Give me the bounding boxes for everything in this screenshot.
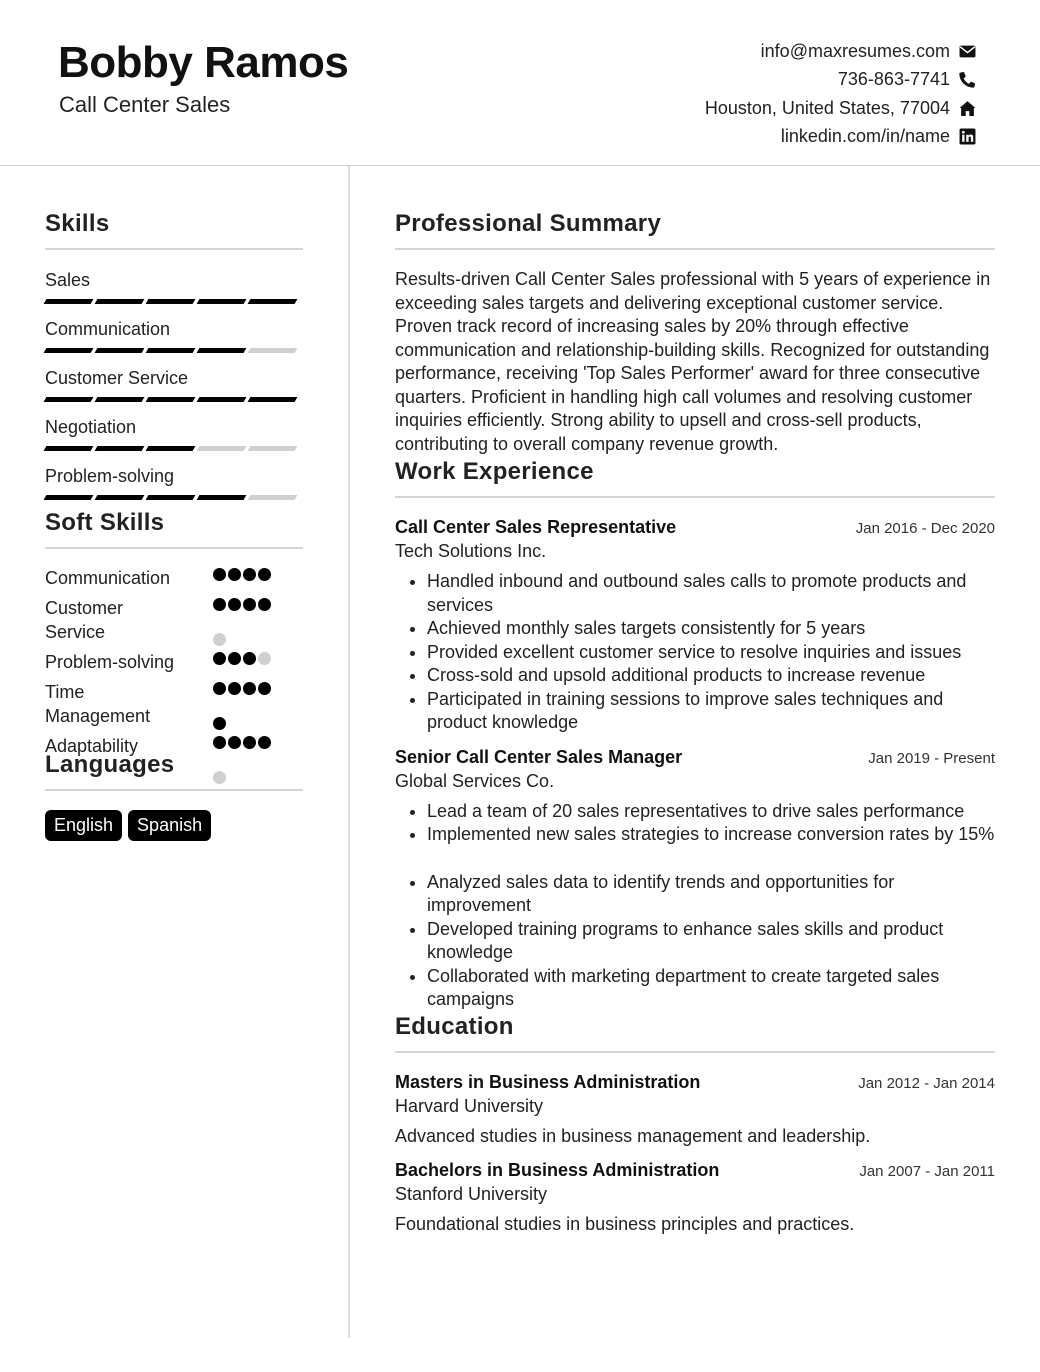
- skill-item: [45, 416, 303, 452]
- rating-dot: [243, 652, 256, 665]
- soft-skills-rule: [45, 547, 303, 549]
- soft-skill-item: [45, 566, 303, 590]
- contact-phone-text: 736-863-7741: [837, 69, 950, 90]
- envelope-icon: [958, 42, 976, 60]
- soft-skill-rating: [213, 568, 289, 592]
- skill-level-segment: [146, 495, 196, 500]
- skill-level-segment: [44, 299, 94, 304]
- rating-dot: [243, 736, 256, 749]
- linkedin-icon: [958, 128, 976, 146]
- job-date: Jan 2016 - Dec 2020: [855, 520, 995, 537]
- soft-skill-rating: [213, 652, 289, 676]
- skill-level-segment: [146, 397, 196, 402]
- skill-name: Sales: [45, 270, 91, 290]
- rating-dot: [213, 682, 226, 695]
- soft-skill-rating: [213, 682, 289, 730]
- soft-skill-item: [45, 734, 303, 758]
- rating-dot: [228, 652, 241, 665]
- contact-email-text: info@maxresumes.com: [760, 40, 950, 61]
- education-rule: [395, 1051, 995, 1053]
- job-role: Senior Call Center Sales Manager: [395, 746, 683, 767]
- skills-rule: [45, 248, 303, 250]
- skill-level-segment: [146, 348, 196, 353]
- soft-skill-rating: [213, 598, 289, 646]
- skill-level-bar: [45, 348, 303, 354]
- experience-heading: Work Experience: [395, 458, 594, 485]
- soft-skill-item: [45, 596, 303, 644]
- languages-heading: Languages: [45, 751, 175, 778]
- rating-dot: [213, 598, 226, 611]
- rating-dot: [258, 682, 271, 695]
- skill-level-segment: [44, 348, 94, 353]
- column-divider: [348, 166, 350, 1338]
- skill-item: [45, 318, 303, 354]
- skill-level-segment: [197, 299, 247, 304]
- summary-rule: [395, 248, 995, 250]
- rating-dot: [243, 598, 256, 611]
- skill-name: Communication: [45, 319, 171, 339]
- job-company: Global Services Co.: [395, 770, 555, 791]
- education-entry: [395, 1072, 995, 1147]
- degree-date: Jan 2012 - Jan 2014: [858, 1074, 995, 1092]
- contact-list: [705, 37, 976, 151]
- skill-level-bar: [45, 446, 303, 452]
- rating-dot: [243, 568, 256, 581]
- job-entry: [395, 747, 995, 1012]
- job-entry: [395, 517, 995, 735]
- soft-skill-name: Time Management: [45, 682, 151, 726]
- skill-name: Negotiation: [45, 417, 137, 437]
- job-bullet: • Cross-sold and upsold additional products to increase revenue: [427, 664, 995, 688]
- skill-level-segment: [44, 397, 94, 402]
- skill-level-segment: [248, 348, 298, 353]
- contact-linkedin[interactable]: [705, 123, 976, 152]
- rating-dot: [213, 771, 226, 784]
- contact-address: [705, 94, 976, 123]
- skill-level-segment: [248, 397, 298, 402]
- skill-level-segment: [95, 299, 145, 304]
- home-icon: [958, 99, 976, 117]
- job-bullet: • Developed training programs to enhance sales skills and product knowledge: [427, 918, 995, 965]
- rating-dot: [228, 568, 241, 581]
- contact-phone[interactable]: [705, 66, 976, 95]
- degree-name: Bachelors in Business Administration: [395, 1159, 720, 1180]
- job-bullet: • Provided excellent customer service to resolve inquiries and issues: [427, 641, 995, 665]
- skill-item: [45, 367, 303, 403]
- skill-name: Problem-solving: [45, 466, 175, 486]
- skill-level-segment: [95, 348, 145, 353]
- skill-name: Customer Service: [45, 368, 189, 388]
- rating-dot: [258, 652, 271, 665]
- job-bullet: • Participated in training sessions to improve sales techniques and product knowledge: [427, 688, 995, 735]
- rating-dot: [228, 682, 241, 695]
- rating-dot: [258, 568, 271, 581]
- rating-dot: [258, 736, 271, 749]
- soft-skill-name: Customer Service: [45, 598, 124, 642]
- main-column: [395, 210, 995, 1235]
- job-bullet: • Lead a team of 20 sales representatives to drive sales performance: [427, 800, 995, 824]
- soft-skills-list: [45, 566, 303, 758]
- skill-level-segment: [44, 495, 94, 500]
- skill-item: [45, 465, 303, 501]
- skill-level-segment: [197, 446, 247, 451]
- rating-dot: [228, 598, 241, 611]
- job-bullet: • Implemented new sales strategies to increase conversion rates by 15%: [427, 823, 995, 847]
- skill-level-segment: [95, 495, 145, 500]
- rating-dot: [213, 717, 226, 730]
- degree-description: Foundational studies in business principles and practices.: [395, 1213, 855, 1234]
- resume-header: [0, 0, 1040, 166]
- experience-rule: [395, 496, 995, 498]
- job-bullets: [395, 800, 995, 1012]
- skill-level-segment: [95, 397, 145, 402]
- rating-dot: [213, 736, 226, 749]
- language-tag: English: [45, 810, 122, 841]
- soft-skill-item: [45, 650, 303, 674]
- skills-list: [45, 269, 303, 501]
- skill-level-segment: [146, 446, 196, 451]
- rating-dot: [228, 736, 241, 749]
- rating-dot: [213, 652, 226, 665]
- skills-heading: Skills: [45, 210, 110, 237]
- job-bullet: • Achieved monthly sales targets consistently for 5 years: [427, 617, 995, 641]
- job-bullets: [395, 570, 995, 735]
- skill-level-segment: [146, 299, 196, 304]
- skill-item: [45, 269, 303, 305]
- soft-skill-name: Adaptability: [45, 736, 139, 756]
- degree-description: Advanced studies in business management and leadership.: [395, 1125, 871, 1146]
- skill-level-segment: [44, 446, 94, 451]
- skill-level-segment: [95, 446, 145, 451]
- skill-level-segment: [248, 495, 298, 500]
- candidate-name: Bobby Ramos: [58, 38, 349, 87]
- job-role: Call Center Sales Representative: [395, 517, 677, 537]
- skill-level-segment: [197, 348, 247, 353]
- languages-list: [45, 810, 303, 841]
- contact-email[interactable]: [705, 37, 976, 66]
- skill-level-segment: [248, 446, 298, 451]
- skill-level-segment: [197, 495, 247, 500]
- soft-skills-heading: Soft Skills: [45, 509, 165, 536]
- phone-icon: [958, 71, 976, 89]
- education-heading: Education: [395, 1012, 514, 1040]
- soft-skill-item: [45, 680, 303, 728]
- language-tag: Spanish: [128, 810, 211, 841]
- skill-level-segment: [248, 299, 298, 304]
- job-bullet: • Handled inbound and outbound sales calls to promote products and services: [427, 570, 995, 617]
- degree-name: Masters in Business Administration: [395, 1071, 701, 1092]
- job-date: Jan 2019 - Present: [868, 749, 995, 767]
- school-name: Harvard University: [395, 1095, 544, 1116]
- job-company: Tech Solutions Inc.: [395, 541, 547, 561]
- soft-skill-name: Communication: [45, 568, 171, 588]
- summary-heading: Professional Summary: [395, 210, 662, 237]
- skill-level-segment: [197, 397, 247, 402]
- contact-address-text: Houston, United States, 77004: [704, 97, 950, 118]
- degree-date: Jan 2007 - Jan 2011: [859, 1162, 995, 1180]
- rating-dot: [243, 682, 256, 695]
- skill-level-bar: [45, 299, 303, 305]
- soft-skill-name: Problem-solving: [45, 652, 175, 672]
- summary-text: Results-driven Call Center Sales professional with 5 years of experience in exceeding sales targets and delivering exceptional customer service. Proven track record of increasing sales by 20% through effective communication and relationship-building skills. Recognized for outstanding performance, receiving 'Top Sales Performer' award for three consecutive quarters. Proficient in handling high call volumes and resolving customer inquiries efficiently. Strong ability to upsell and cross-sell products, contributing to overall company revenue growth.: [395, 269, 991, 454]
- job-bullet: • Analyzed sales data to identify trends and opportunities for improvement: [427, 871, 995, 918]
- skill-level-bar: [45, 397, 303, 403]
- school-name: Stanford University: [395, 1183, 548, 1204]
- skill-level-bar: [45, 495, 303, 501]
- soft-skill-rating: [213, 736, 289, 784]
- job-bullet: • Collaborated with marketing department to create targeted sales campaigns: [427, 965, 995, 1012]
- education-entry: [395, 1160, 995, 1235]
- rating-dot: [258, 598, 271, 611]
- rating-dot: [213, 633, 226, 646]
- candidate-title: Call Center Sales: [59, 92, 231, 117]
- contact-linkedin-text: linkedin.com/in/name: [780, 126, 950, 147]
- sidebar: [45, 210, 303, 841]
- rating-dot: [213, 568, 226, 581]
- languages-rule: [45, 789, 303, 791]
